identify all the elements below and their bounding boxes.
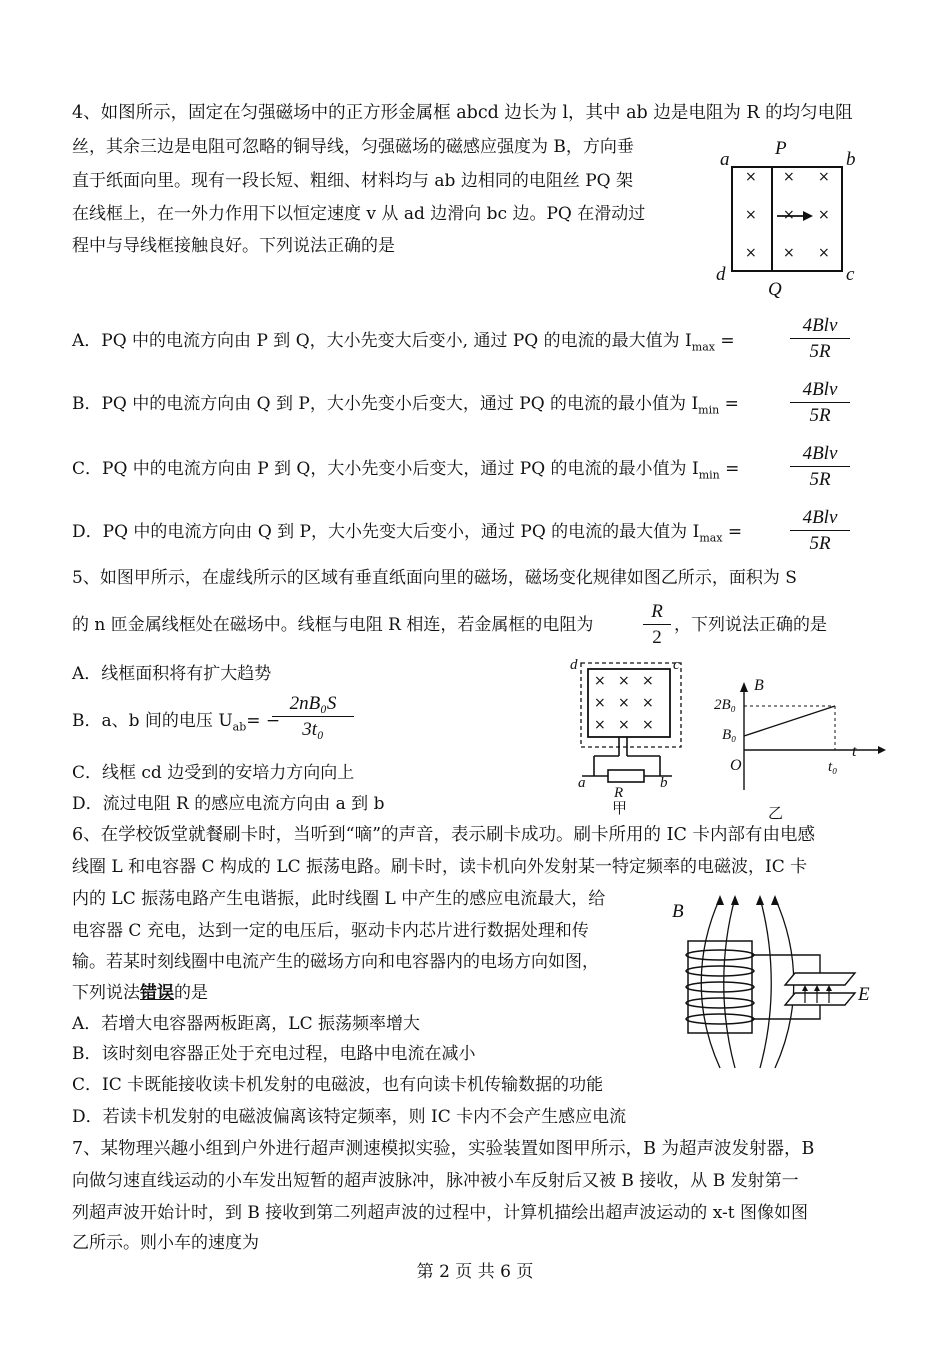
option-text: B．PQ 中的电流方向由 Q 到 P，大小先变小后变大，通过 PQ 的电流的最小值为 I <box>72 394 699 414</box>
origin-label-O: O <box>730 757 742 774</box>
field-cross: × <box>642 673 654 689</box>
fraction-denominator: 5R <box>809 405 831 426</box>
field-cross: × <box>783 245 795 261</box>
q5-line-2-pre: 的 n 匝金属线框处在磁场中。线框与电阻 R 相连，若金属框的电阻为 <box>72 615 594 635</box>
q5-bt-graph <box>740 677 890 790</box>
q7-line-4: 乙所示。则小车的速度为 <box>72 1233 259 1253</box>
field-cross: × <box>745 207 757 223</box>
label-R: R <box>614 785 624 801</box>
subscript: min <box>698 403 720 417</box>
tick-label-2B0: 2B₀ <box>714 697 736 713</box>
field-cross: × <box>818 207 830 223</box>
q5-option-b-fraction <box>272 694 354 739</box>
fraction-numerator: 4Blv <box>802 315 838 336</box>
tick-label-B0: B₀ <box>722 727 737 743</box>
label-c: c <box>846 264 855 285</box>
label-d: d <box>716 264 726 285</box>
q6-line-5: 输。若某时刻线圈中电流产生的磁场方向和电容器内的电场方向如图， <box>72 952 599 972</box>
caption-jia: 甲 <box>612 799 628 817</box>
field-cross: × <box>594 695 606 711</box>
field-cross: × <box>745 245 757 261</box>
q6-option-d: D．若读卡机发射的电磁波偏离该特定频率，则 IC 卡内不会产生感应电流 <box>72 1107 627 1127</box>
field-cross: × <box>642 695 654 711</box>
q5-line-2-post: ，下列说法正确的是 <box>674 615 827 635</box>
q6-coil-capacitor-diagram <box>680 893 880 1073</box>
q6-line-4: 电容器 C 充电，达到一定的电压后，驱动卡内芯片进行数据处理和传 <box>72 921 589 941</box>
fraction-denominator: 5R <box>809 533 831 554</box>
q4-line-5: 程中与导线框接触良好。下列说法正确的是 <box>72 236 395 256</box>
q6-option-c: C．IC 卡既能接收读卡机发射的电磁波，也有向读卡机传输数据的功能 <box>72 1075 604 1095</box>
label-a: a <box>578 775 586 791</box>
fraction-denominator: 5R <box>809 469 831 490</box>
q5-fraction <box>643 602 671 647</box>
q7-line-3: 列超声波开始计时，到 B 接收到第二列超声波的过程中，计算机描绘出超声波运动的 x-t 图像如图 <box>72 1203 808 1223</box>
field-cross: × <box>783 207 795 223</box>
field-cross: × <box>618 695 630 711</box>
page-footer: 第 2 页 共 6 页 <box>416 1262 534 1282</box>
label-b: b <box>846 149 856 170</box>
option-text: D．PQ 中的电流方向由 Q 到 P，大小先变大后变小，通过 PQ 的电流的最大值为 I <box>72 522 700 542</box>
label-b: b <box>660 775 668 791</box>
fraction-numerator: R <box>651 601 663 622</box>
q7-line-1: 7、某物理兴趣小组到户外进行超声测速模拟实验，实验装置如图甲所示，B 为超声波发射器，B <box>72 1139 815 1159</box>
field-cross: × <box>818 245 830 261</box>
q5-option-a: A．线框面积将有扩大趋势 <box>72 664 272 684</box>
caption-yi: 乙 <box>768 804 784 822</box>
subscript: max <box>691 340 715 354</box>
tick-label-t0: t₀ <box>828 759 838 775</box>
fraction-denominator: 5R <box>809 341 831 362</box>
q6-line-6 <box>72 985 208 1002</box>
axis-label-t: t <box>852 743 857 760</box>
fraction-numerator: 2nB₀S <box>289 693 337 714</box>
label-E: E <box>858 984 870 1005</box>
subscript: min <box>698 468 720 482</box>
option-text: A．PQ 中的电流方向由 P 到 Q，大小先变大后变小, 通过 PQ 的电流的最大值为 I <box>72 331 692 351</box>
field-cross: × <box>818 169 830 185</box>
label-a: a <box>720 149 730 170</box>
q4-line-3: 直于纸面向里。现有一段长短、粗细、材料均与 ab 边相同的电阻丝 PQ 架 <box>72 171 634 191</box>
equals-minus: = − <box>246 711 281 731</box>
field-cross: × <box>594 717 606 733</box>
line-text: 的是 <box>174 983 208 1003</box>
q6-option-a: A．若增大电容器两板距离，LC 振荡频率增大 <box>72 1014 420 1034</box>
axis-label-B: B <box>754 677 764 694</box>
q6-line-2: 线圈 L 和电容器 C 构成的 LC 振荡电路。刷卡时，读卡机向外发射某一特定频率的电磁波，IC 卡 <box>72 857 808 877</box>
label-d: d <box>570 657 578 673</box>
fraction-numerator: 4Blv <box>802 443 838 464</box>
option-text: B．a、b 间的电压 U <box>72 711 233 731</box>
fraction-denominator: 3t₀ <box>302 719 324 740</box>
q5-option-d: D．流过电阻 R 的感应电流方向由 a 到 b <box>72 794 385 814</box>
field-cross: × <box>618 673 630 689</box>
label-c: c <box>673 657 680 673</box>
fraction-numerator: 4Blv <box>802 379 838 400</box>
q5-line-1: 5、如图甲所示，在虚线所示的区域有垂直纸面向里的磁场，磁场变化规律如图乙所示，面积为 S <box>72 568 797 588</box>
label-P: P <box>775 138 787 159</box>
q4-line-4: 在线框上，在一外力作用下以恒定速度 v 从 ad 边滑向 bc 边。PQ 在滑动过 <box>72 204 646 224</box>
field-cross: × <box>594 673 606 689</box>
field-cross: × <box>745 169 757 185</box>
field-cross: × <box>783 169 795 185</box>
q4-line-1: 4、如图所示，固定在匀强磁场中的正方形金属框 abcd 边长为 l，其中 ab 边是电阻为 R 的均匀电阻 <box>72 103 853 123</box>
q7-line-2: 向做匀速直线运动的小车发出短暂的超声波脉冲，脉冲被小车反射后又被 B 接收，从 B 发射第一 <box>72 1171 799 1191</box>
q5-option-c: C．线框 cd 边受到的安培力方向向上 <box>72 763 355 783</box>
label-Q: Q <box>768 279 782 300</box>
option-text: C．PQ 中的电流方向由 P 到 Q，大小先变小后变大，通过 PQ 的电流的最小值为 I <box>72 459 699 479</box>
field-cross: × <box>618 717 630 733</box>
q6-line-1: 6、在学校饭堂就餐刷卡时，当听到“嘀”的声音，表示刷卡成功。刷卡所用的 IC 卡内部有由电感 <box>72 825 815 845</box>
label-B: B <box>672 901 684 922</box>
q5-option-b <box>72 713 280 732</box>
line-text: 下列说法 <box>72 983 140 1003</box>
fraction-denominator: 2 <box>652 627 662 648</box>
q6-option-b: B．该时刻电容器正处于充电过程，电路中电流在减小 <box>72 1044 476 1064</box>
subscript: ab <box>232 720 247 734</box>
q4-line-2: 丝，其余三边是电阻可忽略的铜导线，匀强磁场的磁感应强度为 B，方向垂 <box>72 137 634 157</box>
field-cross: × <box>642 717 654 733</box>
q6-line-3: 内的 LC 振荡电路产生电谐振，此时线圈 L 中产生的感应电流最大，给 <box>72 889 606 909</box>
fraction-numerator: 4Blv <box>802 507 838 528</box>
subscript: max <box>699 531 723 545</box>
emphasis-word: 错误 <box>140 983 174 1003</box>
